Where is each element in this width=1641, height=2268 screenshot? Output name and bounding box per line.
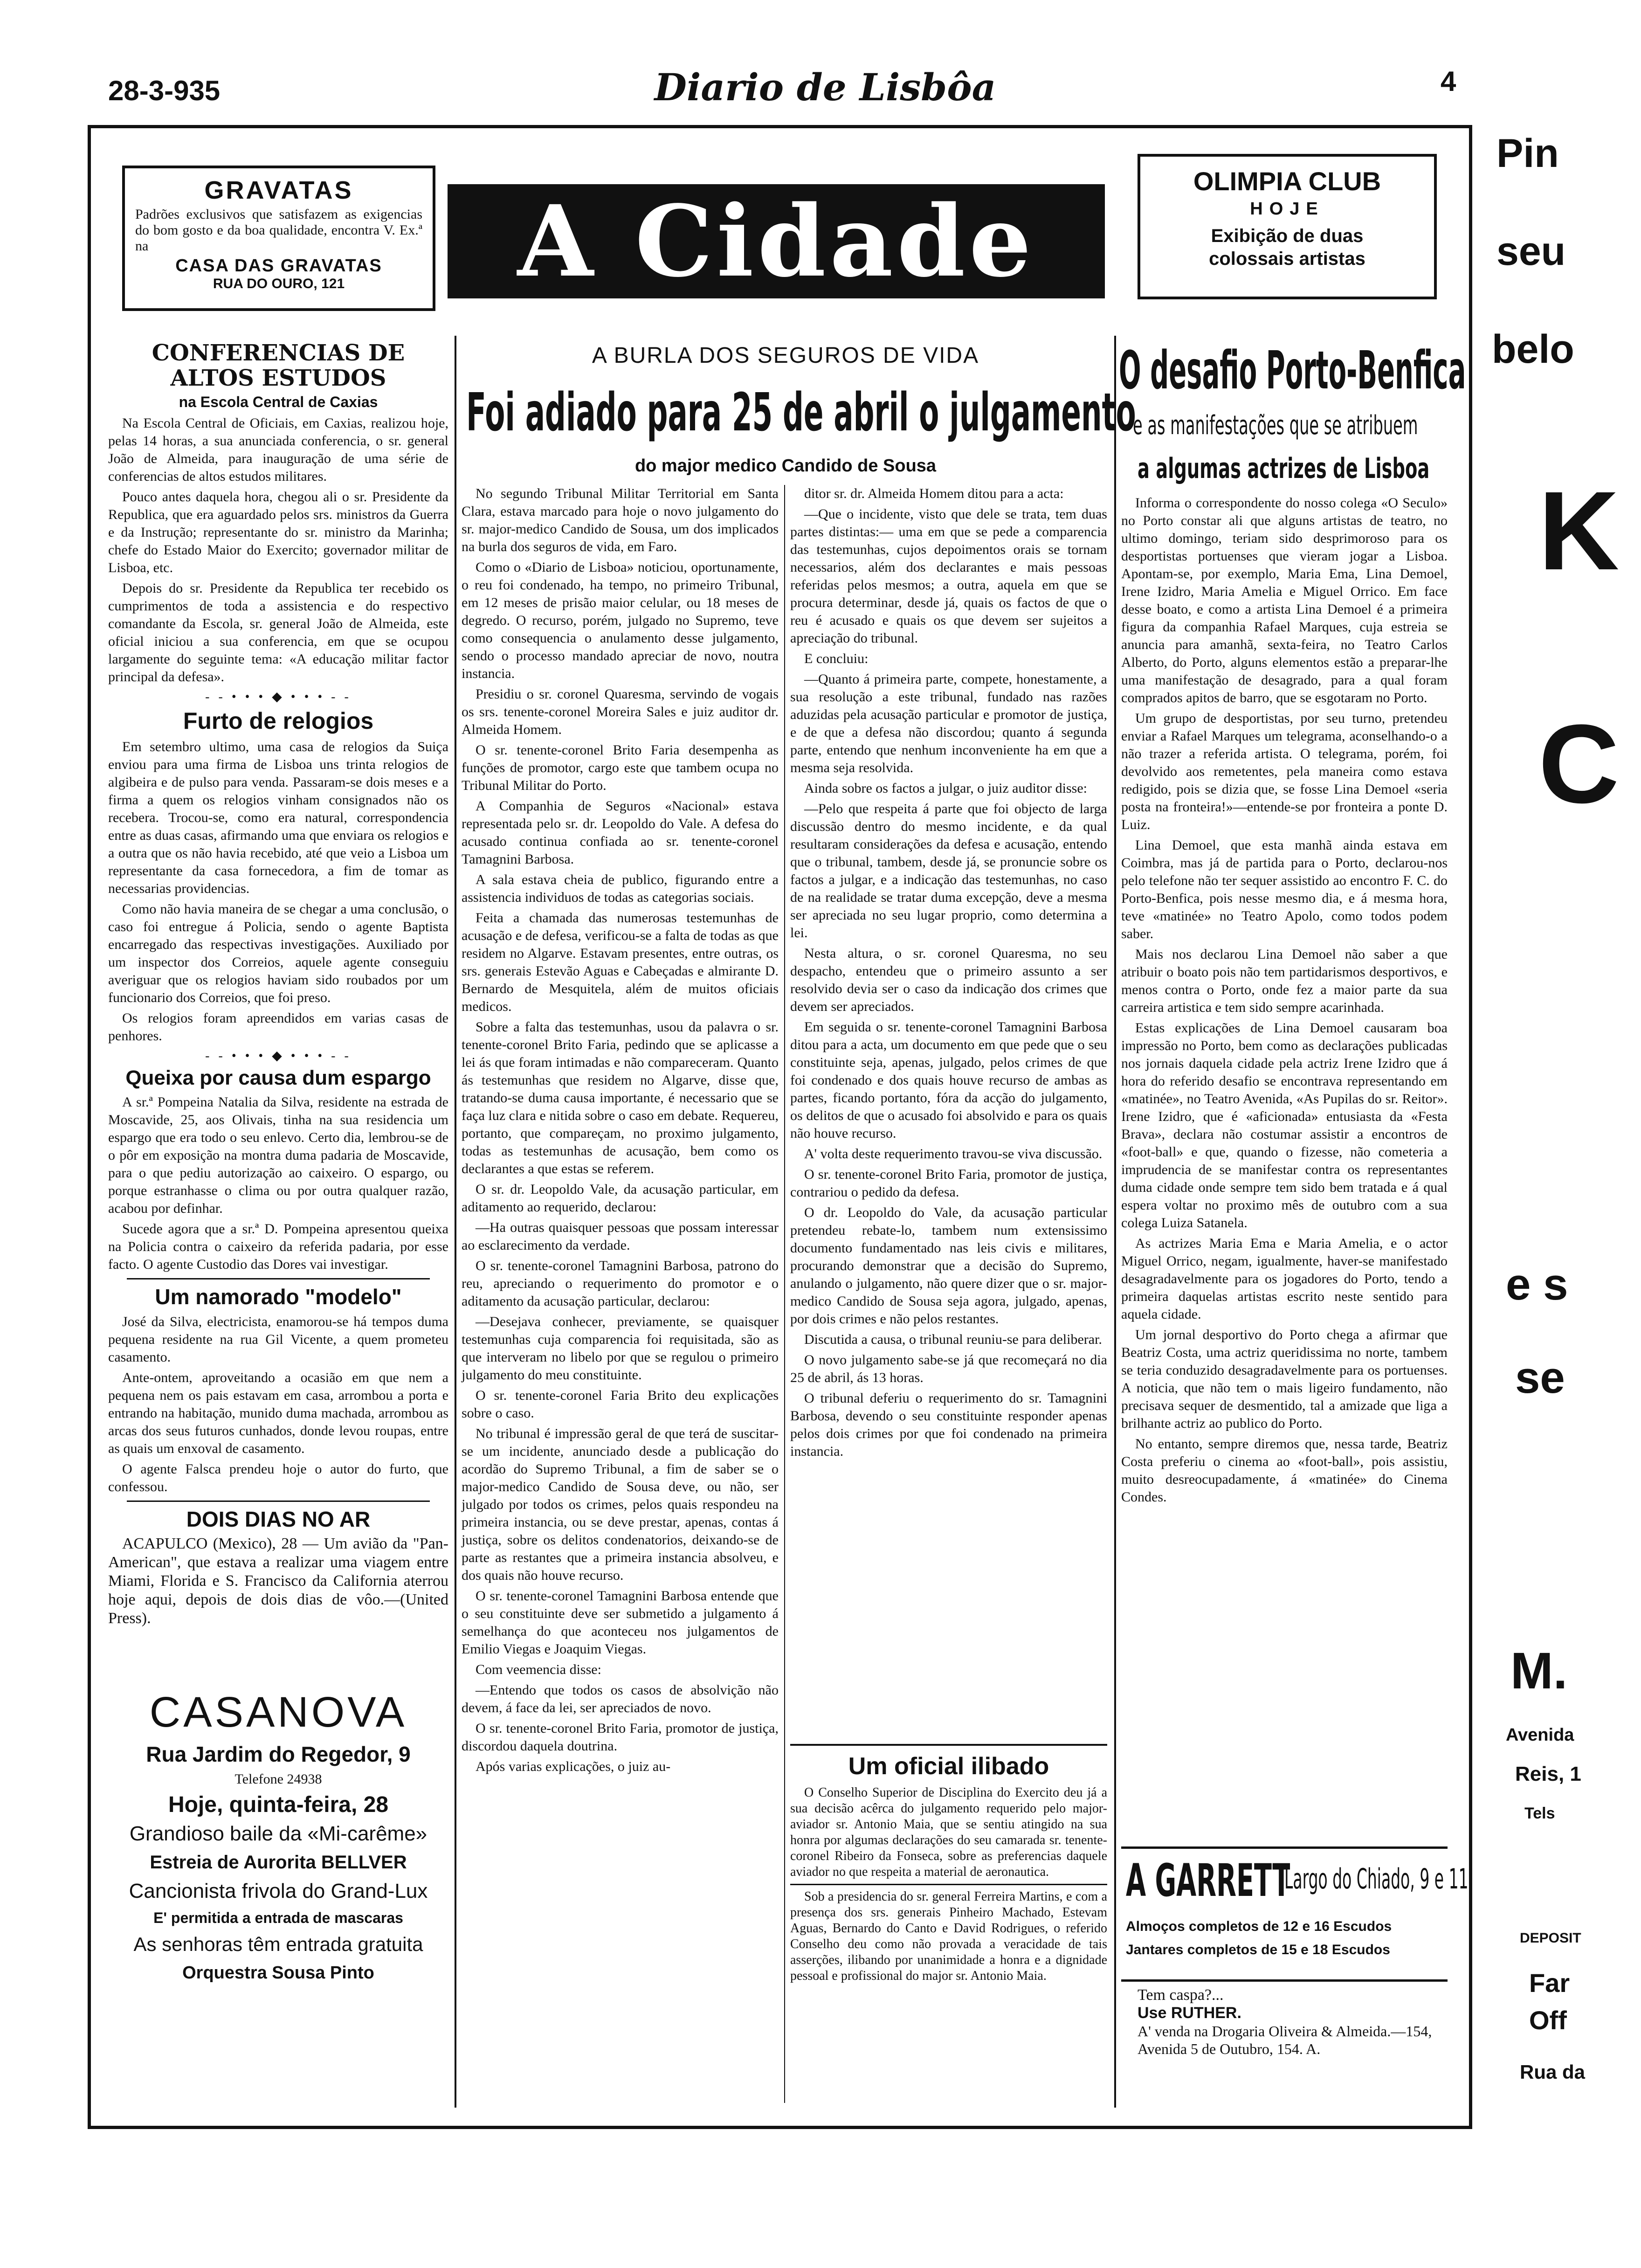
article-paragraph: O sr. tenente-coronel Tamagnini Barbosa entende que o seu constituinte deve ser submetido a julgamento á semelhança do que aconteceu nos julgamentos de Emilio Viegas e Joaquim Viegas.: [462, 1588, 779, 1657]
porto-benfica-subhead-2: a algumas actrizes de Lisboa: [1138, 452, 1430, 485]
conf-paragraph: Pouco antes daquela hora, chegou ali o sr. Presidente da Republica, que era aguardado pelos srs. ministros da Guerra e da Instrução; representante do sr. ministro da Marinha; chefe do Estado Maior do Exercito; governador militar de Lisboa, etc.: [108, 489, 448, 575]
article-paragraph: O sr. tenente-coronel Faria Brito deu explicações sobre o caso.: [462, 1388, 779, 1421]
margin-fragment: M.: [1510, 1642, 1568, 1700]
article-paragraph: A sala estava cheia de publico, figurando entre a assistencia individuos de todas as categorias sociais.: [462, 872, 779, 905]
ornament-divider: - - • • • ◆ • • • - -: [205, 1049, 352, 1063]
article-paragraph: Sobre a falta das testemunhas, usou da palavra o sr. tenente-coronel Brito Faria, pedindo que se aplicasse a lei ás que foram intimadas e não compareceram. Quanto ás testemunhas que residem no Algarve, disse que, tratando-se duma causa importante, é necessario que se faça luz clara e nitida sobre o caso em debate. Requereu, portanto, que compareçam, no proximo julgamento, todas as testemunhas de acusação, bem como os declarantes a que estas se referem.: [462, 1019, 779, 1176]
article-column-2: [462, 485, 779, 2103]
ad-casanova-title: CASANOVA: [149, 1688, 407, 1736]
article-headline: Foi adiado para 25 de abril o julgamento: [466, 382, 1136, 443]
conf-paragraph: Depois do sr. Presidente da Republica ter recebido os cumprimentos de toda a assistencia e do respectivo comandante da Escola, sr. general João de Almeida, este oficial iniciou a sua conferencia, em que se ocupou largamente do seguinte tema: «A educação militar factor principal da defesa».: [108, 581, 448, 685]
margin-fragment: seu: [1496, 229, 1566, 274]
furto-paragraph: Em setembro ultimo, uma casa de relogios da Suiça enviou para uma firma de Lisboa uns trinta relogios de algibeira e de pulso para venda. Passaram-se dois meses e a firma a quem os relogios vinham consignados não os recebera. Trocou-se, como era natural, correspondencia entre as duas casas, afirmando uma que enviara os relogios e a outra que os não havia recebido, até que veio a Lisboa um representante da casa fornecedora, a fim de tomar as necessarias providencias.: [108, 739, 448, 896]
oficial-headline: Um oficial ilibado: [848, 1753, 1049, 1780]
article-paragraph: A Companhia de Seguros «Nacional» estava representada pelo sr. dr. Leopoldo do Vale. A defesa do acusado continua confiada ao sr. tenente-coronel Tamagnini Barbosa.: [462, 798, 779, 867]
ad-gravatas-title: GRAVATAS: [204, 176, 353, 204]
article-paragraph: Discutida a causa, o tribunal reuniu-se para deliberar.: [804, 1332, 1102, 1347]
article-paragraph: O dr. Leopoldo do Vale, da acusação particular pretendeu rebate-lo, tambem num extensissimo documento fundamentado nas leis civis e militares, procurando demonstrar que a decisão do Supremo, anulando o julgamento, não quere dizer que o sr. major-medico Candido de Sousa seja agora, julgado, apenas, por dois crimes e não pelos restantes.: [790, 1205, 1107, 1327]
article-paragraph: Após varias explicações, o juiz au-: [476, 1759, 671, 1774]
conf-paragraph: Na Escola Central de Oficiais, em Caxias, realizou hoje, pelas 14 horas, a sua anunciada conferencia, o sr. general João de Almeida, para inauguração de uma série de conferencias de altos estudos militares.: [108, 415, 448, 484]
ad-caspa: [1138, 1986, 1445, 2098]
article-paragraph: Presidiu o sr. coronel Quaresma, servindo de vogais os srs. tenente-coronel Moreira Sales e juiz auditor dr. Almeida Homem.: [462, 686, 779, 737]
conf-subhead: na Escola Central de Caxias: [179, 394, 378, 410]
ad-casanova-orchestra: Orquestra Sousa Pinto: [182, 1963, 374, 1983]
ad-casanova-masks: E' permitida a entrada de mascaras: [153, 1909, 403, 1926]
queixa-headline: Queixa por causa dum espargo: [125, 1066, 431, 1089]
ad-olimpia-title: OLIMPIA CLUB: [1193, 166, 1381, 196]
article-paragraph: No segundo Tribunal Militar Territorial em Santa Clara, estava marcado para hoje o novo julgamento do sr. major-medico Candido de Sousa, um dos implicados na burla dos seguros de vida, em Faro.: [462, 486, 779, 554]
article-paragraph: Feita a chamada das numerosas testemunhas de acusação e de defesa, verificou-se a falta de todas as que residem no Algarve. Estavam presentes, entre outras, os srs. generais Estevão Aguas e Cabeçadas e almirante D. Bernardo de Mesquitela, além de muitos oficiais medicos.: [462, 910, 779, 1014]
article-paragraph: Nesta altura, o sr. coronel Quaresma, no seu despacho, entendeu que o primeiro assunto a ser resolvido devia ser o caso da indicação dos crimes que devem ser apreciados.: [790, 946, 1107, 1014]
issue-date: 28-3-935: [108, 75, 221, 106]
margin-fragment: Avenida: [1506, 1725, 1574, 1745]
article-paragraph: Com veemencia disse:: [476, 1662, 601, 1677]
article-paragraph: —Ha outras quaisquer pessoas que possam interessar ao esclarecimento da verdade.: [462, 1220, 779, 1253]
conf-headline: CONFERENCIAS DE ALTOS ESTUDOS: [152, 340, 405, 391]
furto-headline: Furto de relogios: [183, 708, 374, 734]
ad-casanova-phone: Telefone 24938: [234, 1771, 322, 1787]
column-4: [1121, 494, 1448, 1837]
porto-benfica-paragraph: Estas explicações de Lina Demoel causaram boa impressão no Porto, bem como as declarações publicadas nos jornais daquela cidade pela actriz Irene Izidro que á hora do referido desafio se encontrava representando em «matinée», no Teatro Avenida, «As Pupilas do sr. Reitor». Irene Izidro, que é «aficionada» entusiasta da «Festa Brava», declara não costumar assistir a encontros de «foot-ball» e que, quando o fizesse, não cometeria a imprudencia de se manifestar contra os representantes duma cidade onde sempre tem sido bem tratada e á qual espera voltar no proximo mês de outubro com a sua colega Luiza Satanela.: [1121, 1020, 1448, 1231]
porto-benfica-paragraph: Um jornal desportivo do Porto chega a afirmar que Beatriz Costa, uma actriz queridissima no norte, tambem se teria conduzido desagradavelmente para os portuenses. A noticia, que não tem o mais ligeiro fundamento, não precisava sequer de desmentido, tal a amizade que liga a brilhante actriz ao publico do Porto.: [1121, 1327, 1448, 1431]
ad-garrett-name: A GARRETT: [1126, 1854, 1290, 1907]
ad-garrett-line2: Jantares completos de 15 e 18 Escudos: [1126, 1942, 1390, 1957]
article-paragraph: A' volta deste requerimento travou-se viva discussão.: [804, 1146, 1103, 1162]
section-banner: [448, 184, 1105, 298]
divider: [127, 1278, 430, 1279]
section-title: A Cidade: [517, 184, 1035, 299]
article-paragraph: O sr. dr. Leopoldo Vale, da acusação particular, em aditamento ao requerido, declarou:: [462, 1182, 779, 1215]
margin-fragment: DEPOSIT: [1520, 1930, 1581, 1946]
margin-fragment: Tels: [1524, 1805, 1555, 1822]
article-paragraph: O sr. tenente-coronel Tamagnini Barbosa, patrono do reu, apreciando o requerimento do promotor e o aditamento da acusação particular, declarou:: [462, 1258, 779, 1309]
ad-casanova: [108, 1688, 448, 2108]
article-paragraph: Como o «Diario de Lisboa» noticiou, oportunamente, o reu foi condenado, ha tempo, no primeiro Tribunal, em 12 meses de prisão maior celular, ou 18 meses de degredo. O recurso, porém, julgado no Supremo, teve como consequencia o anulamento desse julgamento, sendo o processo mandado apreciar de novo, noutra instancia.: [462, 560, 779, 681]
newspaper-title: Diario de Lisbôa: [654, 65, 996, 109]
column-rule-2: [784, 485, 785, 2103]
ad-casanova-debut: Estreia de Aurorita BELLVER: [150, 1852, 407, 1873]
ad-gravatas-address: RUA DO OURO, 121: [213, 276, 345, 291]
ad-garrett-address: Largo do Chiado, 9 e 11: [1284, 1863, 1469, 1895]
ad-gravatas: [122, 166, 435, 311]
margin-fragment: Rua da: [1520, 2061, 1586, 2083]
article-paragraph: O tribunal deferiu o requerimento do sr. Tamagnini Barbosa, devendo o seu constituinte responder apenas pelos dois crimes por que foi condenado na primeira instancia.: [790, 1390, 1107, 1459]
ad-gravatas-text: Padrões exclusivos que satisfazem as exigencias do bom gosto e da boa qualidade, encontra V. Ex.ª na: [135, 207, 422, 254]
margin-fragment: Reis, 1: [1515, 1763, 1581, 1785]
article-paragraph: No tribunal é impressão geral de que terá de suscitar-se um incidente, anunciado desde a publicação do acordão do Supremo Tribunal, a fim de saber se o major-medico Candido de Sousa deve, ou não, ser julgado por todos os crimes, pelos quais respondeu na primeira instancia, ou se deve prestar, apenas, contas á justiça, sobre os delitos condenatorios, deixando-se de parte as restantes que a primeira instancia absolveu, e dos quais não houve recurso.: [462, 1426, 779, 1583]
article-column-3: [790, 485, 1107, 1744]
margin-fragment: Off: [1529, 2005, 1567, 2035]
article-paragraph: ditor sr. dr. Almeida Homem ditou para a acta:: [804, 486, 1064, 501]
queixa-paragraph: Sucede agora que a sr.ª D. Pompeina apresentou queixa na Policia contra o caixeiro da referida padaria, por esse facto. O agente Custodio das Dores vai investigar.: [108, 1221, 448, 1272]
article-paragraph: —Quanto á primeira parte, compete, honestamente, a sua resolução a este tribunal, fundado nas razões aduzidas pela acusação particular e promotor de justiça, e de que a defesa não discordou; quanto á segunda parte, entendo que nenhum inconveniente ha em que a mesma seja resolvida.: [790, 671, 1107, 775]
article-paragraph: O sr. tenente-coronel Brito Faria, promotor de justiça, discordou daquela doutrina.: [462, 1721, 779, 1754]
oficial-paragraph: Sob a presidencia do sr. general Ferreira Martins, e com a presença dos srs. generais Pinheiro Machado, Estevam Aguas, Bernardo do Canto e David Rodrigues, o referido Conselho deu como não provada a veracidade de tais asserções, ilibando por unanimidade a honra e a dignidade pessoal e profissional do major sr. Antonio Maia.: [790, 1889, 1107, 1983]
divider: [127, 1500, 430, 1502]
dois-dias-paragraph: ACAPULCO (Mexico), 28 — Um avião da "Pan-American", que estava a realizar uma viagem entre Miami, Florida e S. Francisco da California aterrou hoje aqui, depois de dois dias de vôo.—(United Press).: [108, 1535, 448, 1627]
margin-fragment: Far: [1529, 1968, 1570, 1998]
namorado-paragraph: Ante-ontem, aproveitando a ocasião em que nem a pequena nem os pais estavam em casa, arrombou a porta e entrando na habitação, munido duma machada, arrombou as arcas dos seus futuros cunhados, donde levou roupas, entre as quais um enxoval de casamento.: [108, 1370, 448, 1456]
porto-benfica-paragraph: Lina Demoel, que esta manhã ainda estava em Coimbra, mas já de partida para o Porto, declarou-nos pelo telefone não ter sequer assistido ao encontro F. C. do Porto-Benfica, pois nesse mesmo dia, e á mesma hora, teve «matinée» no Teatro Apolo, como todos podem saber.: [1121, 837, 1448, 941]
ad-garrett-line1: Almoços completos de 12 e 16 Escudos: [1126, 1919, 1392, 1934]
ad-casanova-date: Hoje, quinta-feira, 28: [168, 1792, 389, 1817]
margin-fragment: e s: [1506, 1259, 1568, 1309]
ad-caspa-use: Use RUTHER.: [1138, 2004, 1241, 2022]
column-rule-3: [1114, 336, 1116, 2108]
porto-benfica-paragraph: Um grupo de desportistas, por seu turno, pretendeu enviar a Rafael Marques um telegrama, aconselhando-o a não trazer a referida artista. O telegrama, porém, foi devolvido aos remetentes, pela maneira como estava redigido, pois se dizia que, se fosse Lina Demoel «seria posta na fronteira!»—entende-se por fronteira a ponte D. Luiz.: [1121, 711, 1448, 832]
ad-caspa-text: A' venda na Drogaria Oliveira & Almeida.—154, Avenida 5 de Outubro, 154. A.: [1138, 2023, 1432, 2057]
porto-benfica-paragraph: As actrizes Maria Ema e Maria Amelia, e o actor Miguel Orrico, negam, igualmente, haver-se manifestado desagradavelmente para os jogadores do Porto, tendo a primeira daquelas artistas escrito neste sentido para aquela cidade.: [1121, 1236, 1448, 1322]
article-paragraph: —Pelo que respeita á parte que foi objecto de larga discussão dentro do mesmo incidente, e da qual resultaram considerações da defesa e acusação, entendo que o tribunal, tambem, desde já, se pronuncie sobre os factos a julgar, e a indicação das testemunhas, no caso de na realidade se tratar duma excepção, deve a mesma ser apreciada no seu lugar proprio, como determina a lei.: [790, 801, 1107, 940]
ad-olimpia: [1138, 154, 1437, 299]
page-number: 4: [1441, 66, 1456, 97]
article-paragraph: E concluiu:: [804, 651, 869, 666]
furto-paragraph: Os relogios foram apreendidos em varias casas de penhores.: [108, 1010, 448, 1044]
porto-benfica-headline: O desafio Porto-Benfica: [1119, 340, 1466, 401]
namorado-headline: Um namorado "modelo": [155, 1285, 402, 1309]
article-paragraph: O sr. tenente-coronel Brito Faria desempenha as funções de promotor, cargo este que tambem ocupa no Tribunal Militar do Porto.: [462, 742, 779, 793]
column-1: [108, 340, 448, 1627]
oficial-paragraph: O Conselho Superior de Disciplina do Exercito deu já a sua decisão acêrca do julgamento requerido pelo major-aviador sr. Antonio Maia, que se sentiu atingido na sua honra por algumas declarações do seu camarada sr. tenente-coronel Ribeiro da Fonseca, sobre as preferencias daquele aviador no que respeita a material de aeronautica.: [790, 1785, 1107, 1879]
ad-olimpia-line2: colossais artistas: [1209, 249, 1365, 269]
ad-garrett: [1121, 1846, 1469, 1982]
porto-benfica-paragraph: Informa o correspondente do nosso colega «O Seculo» no Porto constar ali que alguns artistas de teatro, no ultimo domingo, teriam sido desprimoroso para os desportistas portuenses que vieram jogar a Lisboa. Apontam-se, por exemplo, Maria Ema, Lina Demoel, Irene Izidro, Maria Amelia e Miguel Orrico. Em face desse boato, e como a artista Lina Demoel é a primeira figura da companhia Rafael Marques, cuja estreia se anuncia para amanhã, sexta-feira, no Teatro Carlos Alberto, do Porto, alguns elementos estão a preparar-lhe uma manifestação de desagrado, para a qual foram comprados apitos de barro, que se esgotaram no Porto.: [1121, 495, 1448, 705]
margin-fragment: belo: [1492, 327, 1574, 372]
article-kicker: A BURLA DOS SEGUROS DE VIDA: [592, 343, 979, 368]
article-paragraph: Em seguida o sr. tenente-coronel Tamagnini Barbosa ditou para a acta, um documento em que pede que o seu constituinte seja, apenas, julgado, pelos crimes de que foi condenado e dos quais houve recurso de ambas as partes, ficando portanto, fóra da acção do julgamento, os delitos de que o acusado foi absolvido e para os quais não houve recurso.: [790, 1019, 1107, 1141]
article-paragraph: Ainda sobre os factos a julgar, o juiz auditor disse:: [804, 781, 1087, 796]
ad-olimpia-day: HOJE: [1250, 199, 1324, 219]
ad-caspa-question: Tem caspa?...: [1138, 1986, 1224, 2004]
article-paragraph: O novo julgamento sabe-se já que recomeçará no dia 25 de abril, ás 13 horas.: [790, 1352, 1107, 1385]
margin-fragment: Pin: [1496, 131, 1559, 176]
column-rule-1: [455, 336, 456, 2108]
article-paragraph: O sr. tenente-coronel Brito Faria, promotor de justiça, contrariou o pedido da defesa.: [790, 1167, 1107, 1200]
namorado-paragraph: José da Silva, electricista, enamorou-se há tempos duma pequena residente na rua Gil Vicente, a quem prometeu casamento.: [108, 1314, 448, 1365]
ad-casanova-event: Grandioso baile da «Mi-carême»: [129, 1822, 427, 1845]
dois-dias-headline: DOIS DIAS NO AR: [186, 1507, 371, 1531]
ad-casanova-ladies: As senhoras têm entrada gratuita: [133, 1933, 423, 1955]
ad-casanova-address: Rua Jardim do Regedor, 9: [146, 1742, 411, 1766]
ornament-divider: - - • • • ◆ • • • - -: [205, 690, 352, 704]
article-paragraph: —Entendo que todos os casos de absolvição não devem, á face da lei, ser apreciados de novo.: [462, 1682, 779, 1715]
ad-gravatas-shop: CASA DAS GRAVATAS: [175, 256, 382, 276]
furto-paragraph: Como não havia maneira de se chegar a uma conclusão, o caso foi entregue á Policia, sendo o agente Baptista encarregado das respectivas investigações. Auxiliado por um inspector dos Correios, aquele agente conseguiu averiguar que os relogios haviam sido roubados por um funcionario dos Correios, que foi preso.: [108, 901, 448, 1005]
porto-benfica-subhead: e as manifestações que se atribuem: [1133, 410, 1418, 441]
margin-fragment: se: [1515, 1353, 1565, 1403]
article-deck: do major medico Candido de Sousa: [634, 456, 937, 476]
porto-benfica-paragraph: No entanto, sempre diremos que, nessa tarde, Beatriz Costa preferiu o cinema ao «foot-ball», pois assistiu, muito desreocupadamente, á «matinée» do Cinema Condes.: [1121, 1436, 1448, 1505]
queixa-paragraph: A sr.ª Pompeina Natalia da Silva, residente na estrada de Moscavide, 25, aos Olivais, tinha na sua residencia um espargo que era todo o seu enlevo. Certo dia, lembrou-se de o pôr em exposição na montra duma padaria de Moscavide, para o que pediu autorização ao caixeiro. O espargo, ou porque estranhasse o clima ou por outra qualquer razão, acabou por definhar.: [108, 1094, 448, 1216]
article-paragraph: —Que o incidente, visto que dele se trata, tem duas partes distintas:— uma em que se pede a comparencia das testemunhas, cujos depoimentos orais se tornam necessarios, além dos declarantes e mais pessoas referidas pelos mesmos; a outra, aquela em que se procura determinar, desde já, quais os factos de que o reu é acusado e quais os que devem ser sujeitos a apreciação do tribunal.: [790, 506, 1107, 646]
margin-fragment: C: [1538, 701, 1620, 826]
oficial-box: [790, 1744, 1107, 2100]
margin-fragment: K: [1538, 468, 1620, 593]
namorado-paragraph: O agente Falsca prendeu hoje o autor do furto, que confessou.: [108, 1461, 448, 1494]
ad-casanova-desc: Cancionista frivola do Grand-Lux: [129, 1880, 428, 1902]
porto-benfica-paragraph: Mais nos declarou Lina Demoel não saber a que atribuir o boato pois não tem partidarismos desportivos, e menos contra o Porto, onde fez a maior parte da sua carreira artistica e tem sido sempre acarinhada.: [1121, 947, 1448, 1015]
article-paragraph: —Desejava conhecer, previamente, se quaisquer testemunhas cuja comparencia foi requisitada, são as que interveram no libelo por que se regulou o primeiro julgamento do meu constituinte.: [462, 1314, 779, 1383]
ad-olimpia-line1: Exibição de duas: [1211, 226, 1364, 246]
